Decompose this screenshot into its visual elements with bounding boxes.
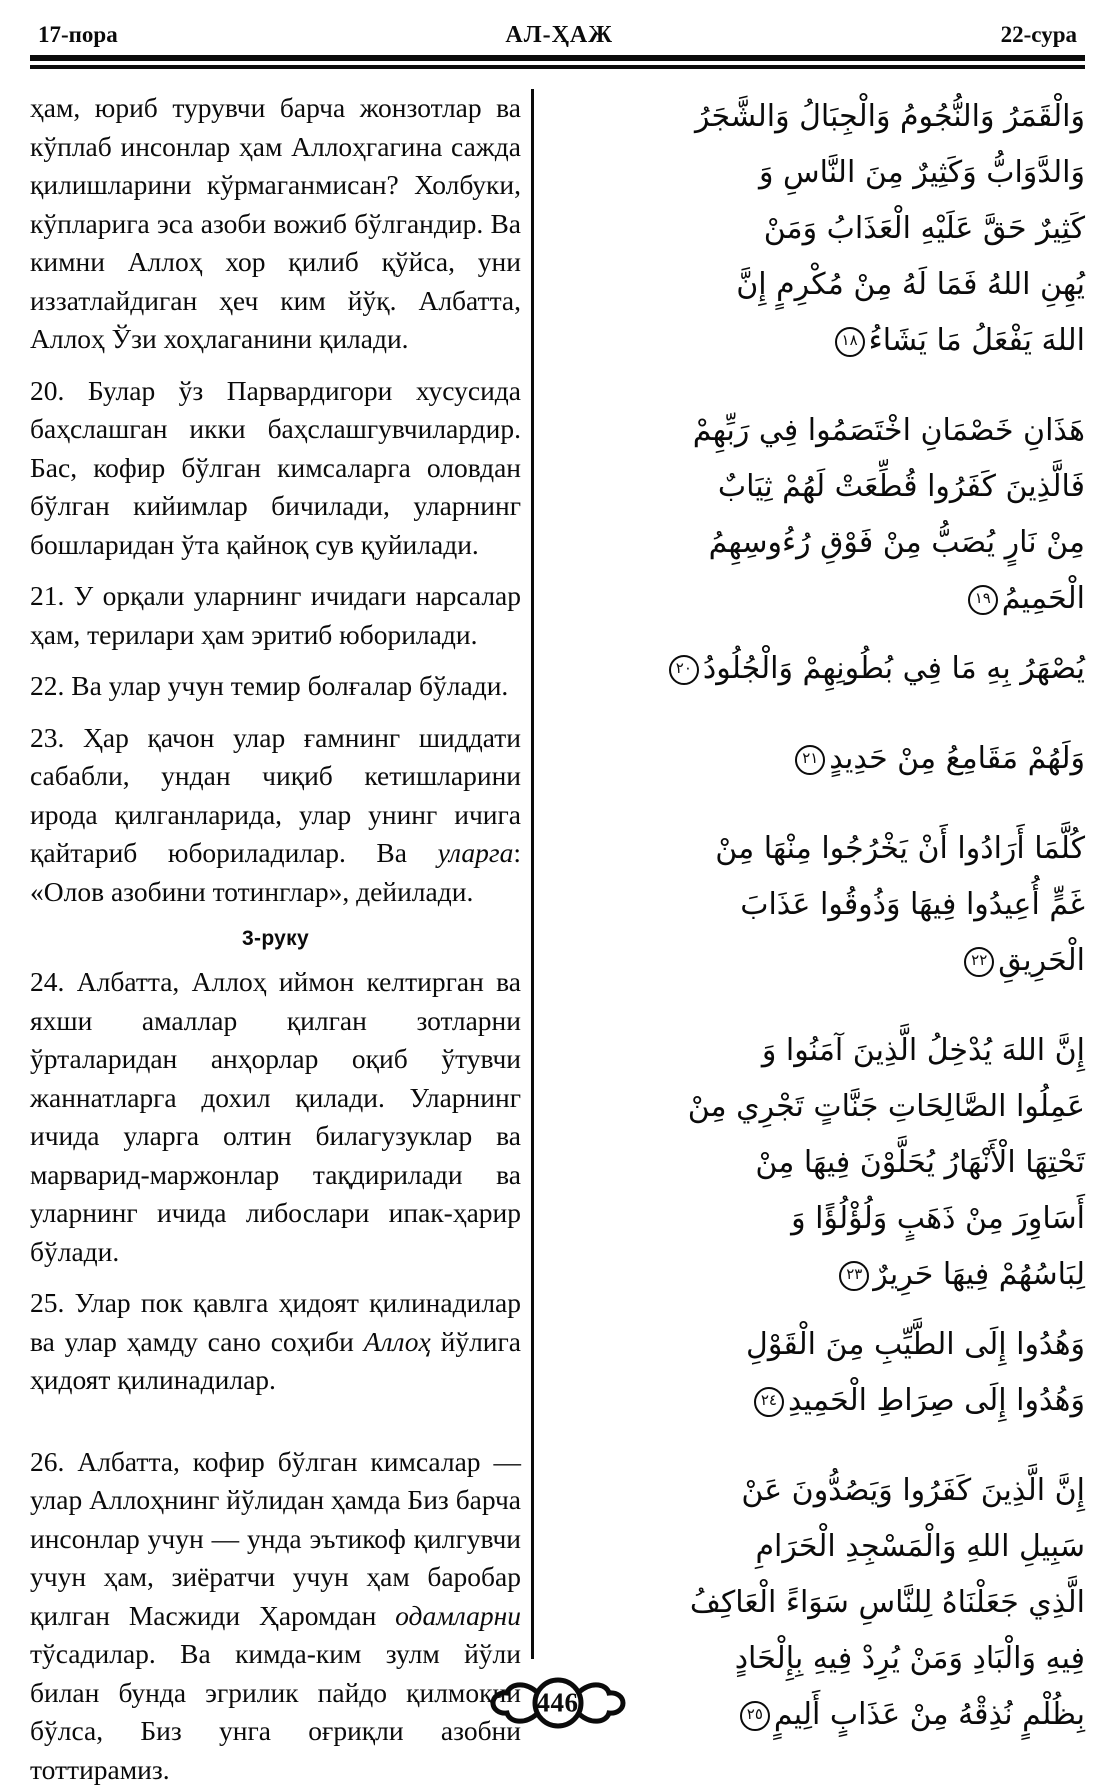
verse-23-part-a: 23. Ҳар қачон улар ғамнинг шиддати сабабли, ундан чиқиб кетишларини ирода қилганларида, улар унинг ичига қайтариб юбориладилар. Ва — [30, 722, 521, 869]
arabic-verse-22 — [554, 821, 1085, 989]
arabic-line: الْحَمِيمُ١٩ — [554, 571, 1085, 627]
arabic-line: بِظُلْمٍ نُذِقْهُ مِنْ عَذَابٍ أَلِيمٍ٢٥ — [554, 1687, 1085, 1743]
running-head-surah-number: 22-сура — [1001, 22, 1077, 48]
arabic-line: وَلَهُمْ مَقَامِعُ مِنْ حَدِيدٍ٢١ — [554, 731, 1085, 787]
arabic-line: عَمِلُوا الصَّالِحَاتِ جَنَّاتٍ تَجْرِي مِنْ — [554, 1079, 1085, 1135]
verse-25-part-b: йўлига ҳидоят қилинадилар. — [30, 1326, 521, 1396]
ayah-number-marker: ٢٠ — [669, 655, 699, 685]
verse-25-italic-word: Аллоҳ — [364, 1326, 431, 1357]
arabic-verse-18 — [554, 89, 1085, 369]
ayah-number-marker: ١٨ — [835, 327, 865, 357]
arabic-line: فَالَّذِينَ كَفَرُوا قُطِّعَتْ لَهُمْ ثِيَابٌ — [554, 459, 1085, 515]
arabic-verse-21 — [554, 731, 1085, 787]
ayah-number-marker: ٢٢ — [964, 947, 994, 977]
arabic-line: أَسَاوِرَ مِنْ ذَهَبٍ وَلُؤْلُؤًا وَ — [554, 1191, 1085, 1247]
ayah-number-marker: ٢٣ — [839, 1261, 869, 1291]
verse-25-part-a: 25. Улар пок қавлга ҳидоят қилинадилар ва улар ҳамду сано соҳиби — [30, 1287, 521, 1357]
paragraph-verse-21: 21. У орқали уларнинг ичидаги нарсалар ҳам, терилари ҳам эритиб юборилади. — [30, 577, 521, 654]
ruku-heading: 3-руку — [30, 927, 521, 951]
arabic-verse-24 — [554, 1317, 1085, 1429]
arabic-line: كَثِيرٌ حَقَّ عَلَيْهِ الْعَذَابُ وَمَنْ — [554, 201, 1085, 257]
paragraph-gap — [30, 1413, 521, 1443]
arabic-line: إِنَّ اللهَ يُدْخِلُ الَّذِينَ آمَنُوا وَ — [554, 1023, 1085, 1079]
arabic-line: فِيهِ وَالْبَادِ وَمَنْ يُرِدْ فِيهِ بِإِلْحَادٍ — [554, 1631, 1085, 1687]
arabic-line: يُهِنِ اللهُ فَمَا لَهُ مِنْ مُكْرِمٍ إِنَّ — [554, 257, 1085, 313]
column-divider — [531, 89, 534, 1659]
paragraph-verse-26 — [30, 1443, 521, 1789]
paragraph-verse-24: 24. Албатта, Аллоҳ иймон келтирган ва яхши амаллар қилган зотларни ўрталаридан анҳорлар оқиб ўтувчи жаннатларга дохил қилади. Уларнинг ичида уларга олтин билагузуклар ва марварид-маржонлар тақдирилади ва уларнинг ичида либослари ипак-ҳарир бўлади. — [30, 963, 521, 1271]
running-head-juz: 17-пора — [38, 22, 118, 48]
ayah-number-marker: ١٩ — [968, 585, 998, 615]
ayah-number-marker: ٢١ — [795, 745, 825, 775]
arabic-line: كُلَّمَا أَرَادُوا أَنْ يَخْرُجُوا مِنْهَا مِنْ — [554, 821, 1085, 877]
page-body — [30, 89, 1085, 1659]
arabic-line: لِبَاسُهُمْ فِيهَا حَرِيرٌ٢٣ — [554, 1247, 1085, 1303]
verse-23-part-b: : «Олов азобини тотинглар», дейилади. — [30, 837, 521, 907]
arabic-line: تَحْتِهَا الْأَنْهَارُ يُحَلَّوْنَ فِيهَا مِنْ — [554, 1135, 1085, 1191]
arabic-column — [550, 89, 1085, 1659]
arabic-verse-20 — [554, 641, 1085, 697]
arabic-line: إِنَّ الَّذِينَ كَفَرُوا وَيَصُدُّونَ عَنْ — [554, 1463, 1085, 1519]
verse-23-italic-word: уларга — [438, 837, 514, 868]
arabic-line: وَالدَّوَابُّ وَكَثِيرٌ مِنَ النَّاسِ وَ — [554, 145, 1085, 201]
arabic-line: الْحَرِيقِ٢٢ — [554, 933, 1085, 989]
paragraph-verse-20: 20. Булар ўз Парвардигори хусусида баҳслашган икки баҳслашгувчилардир. Бас, кофир бўлган кимсаларга оловдан бўлган кийимлар бичилади, уларнинг бошларидан ўта қайноқ сув қуйилади. — [30, 372, 521, 565]
header-rule-thin — [30, 65, 1085, 69]
verse-26-part-b: тўсадилар. Ва кимда-ким зулм йўли билан бунда эгрилик пайдо қилмоқчи бўлса, Биз унга оғриқли азобни тоттирамиз. — [30, 1638, 521, 1785]
arabic-line: اللهَ يَفْعَلُ مَا يَشَاءُ١٨ — [554, 313, 1085, 369]
arabic-line: غَمٍّ أُعِيدُوا فِيهَا وَذُوقُوا عَذَابَ — [554, 877, 1085, 933]
arabic-line: وَهُدُوا إِلَى صِرَاطِ الْحَمِيدِ٢٤ — [554, 1373, 1085, 1429]
arabic-line: يُصْهَرُ بِهِ مَا فِي بُطُونِهِمْ وَالْجُلُودُ٢٠ — [554, 641, 1085, 697]
arabic-line: هَذَانِ خَصْمَانِ اخْتَصَمُوا فِي رَبِّهِمْ — [554, 403, 1085, 459]
arabic-verse-19 — [554, 403, 1085, 627]
arabic-verse-23 — [554, 1023, 1085, 1303]
header-rule-thick — [30, 55, 1085, 61]
running-head — [30, 22, 1085, 49]
arabic-line: وَالْقَمَرُ وَالنُّجُومُ وَالْجِبَالُ وَالشَّجَرُ — [554, 89, 1085, 145]
page-number-ornament — [483, 1675, 633, 1731]
page-number: 446 — [483, 1688, 633, 1719]
paragraph-verse-25 — [30, 1284, 521, 1400]
page-footer — [0, 1675, 1115, 1736]
paragraph-verse-22: 22. Ва улар учун темир болғалар бўлади. — [30, 667, 521, 706]
arabic-line: سَبِيلِ اللهِ وَالْمَسْجِدِ الْحَرَامِ — [554, 1519, 1085, 1575]
paragraph-verse-23 — [30, 719, 521, 912]
paragraph-continuation: ҳам, юриб турувчи барча жонзотлар ва кўплаб инсонлар ҳам Аллоҳгагина сажда қилишларини кўрмаганмисан? Холбуки, кўпларига эса азоби вожиб бўлгандир. Ва кимни Аллоҳ хор қилиб қўйса, уни иззатлайдиган ҳеч ким йўқ. Албатта, Аллоҳ Ўзи хоҳлаганини қилади. — [30, 89, 521, 359]
arabic-line: مِنْ نَارٍ يُصَبُّ مِنْ فَوْقِ رُءُوسِهِمُ — [554, 515, 1085, 571]
translation-column — [30, 89, 527, 1659]
running-head-surah-title: АЛ-ҲАЖ — [505, 22, 613, 49]
ayah-number-marker: ٢٥ — [740, 1701, 770, 1731]
arabic-line: وَهُدُوا إِلَى الطَّيِّبِ مِنَ الْقَوْلِ — [554, 1317, 1085, 1373]
arabic-line: الَّذِي جَعَلْنَاهُ لِلنَّاسِ سَوَاءً الْعَاكِفُ — [554, 1575, 1085, 1631]
verse-26-italic-word: одамларни — [395, 1600, 521, 1631]
ayah-number-marker: ٢٤ — [754, 1387, 784, 1417]
verse-26-part-a: 26. Албатта, кофир бўлган кимсалар — улар Аллоҳнинг йўлидан ҳамда Биз барча инсонлар учун — унда эътикоф қилгувчи учун ҳам, зиёратчи учун ҳам баробар қилган Масжиди Ҳаромдан — [30, 1446, 521, 1631]
